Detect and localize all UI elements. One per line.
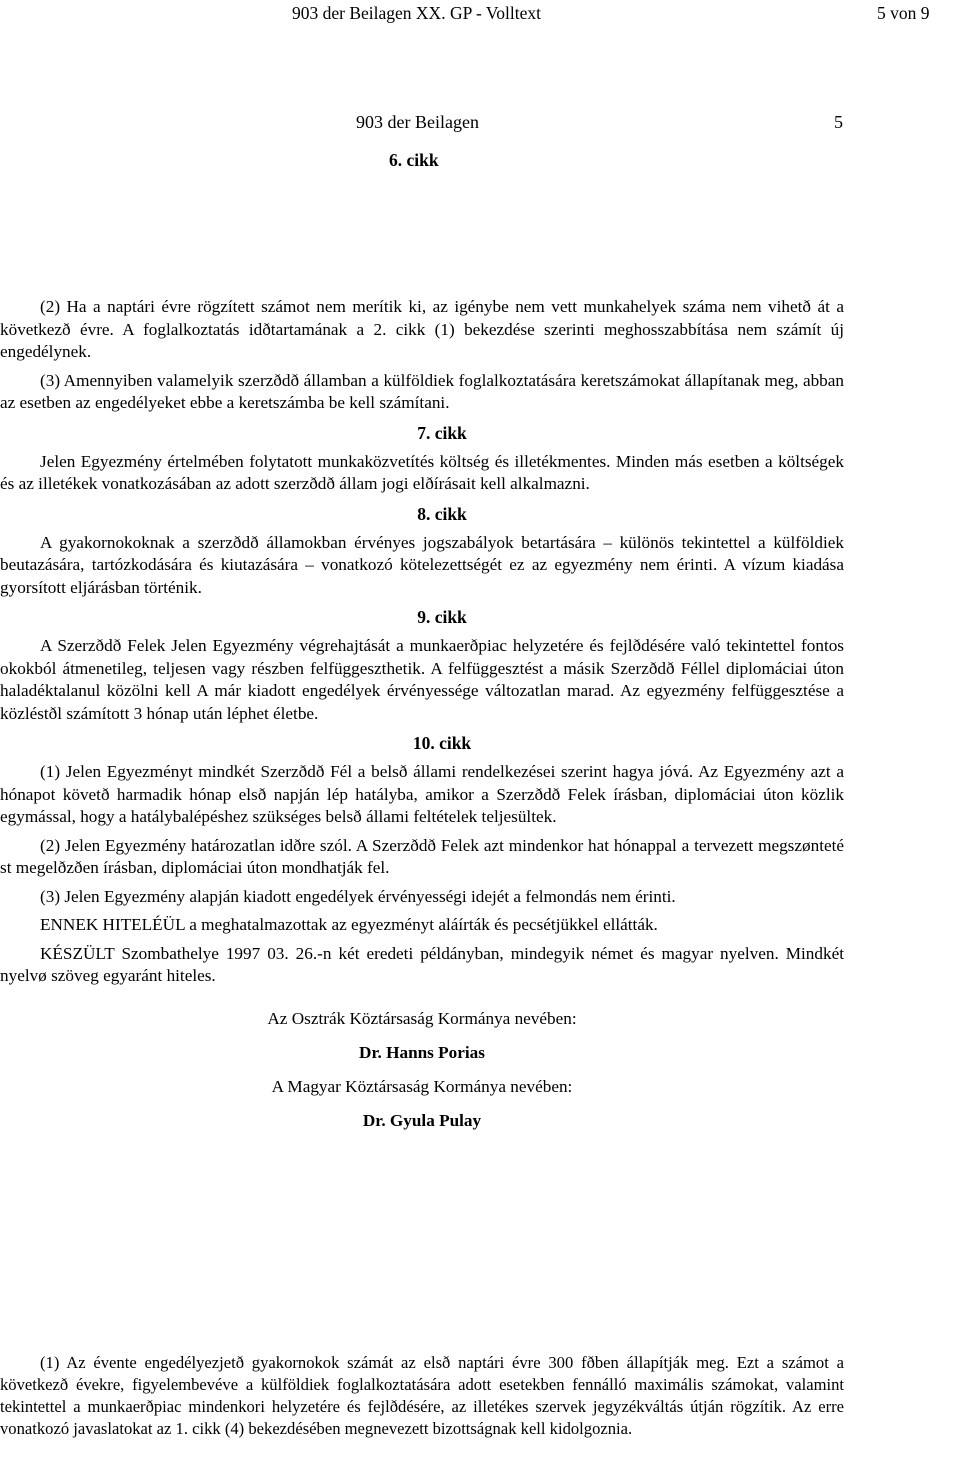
- paragraph-8-1: A gyakornokoknak a szerzðdð államokban érvényes jogszabályok betartására – különös tekintettel a külföldiek beutazására, tartózkodására és kiutazására – vonatkozó kötelezettségét ez az egyezmény nem érinti. A vízum kiadása gyorsított eljárásban történik.: [0, 532, 844, 597]
- running-header-page: 5 von 9: [877, 3, 930, 23]
- paragraph-6-2: (2) Ha a naptári évre rögzített számot nem merítik ki, az igénybe nem vett munkahelyek száma nem vihetð át a következð évre. A foglalkoztatás idðtartamának a 2. cikk (1) bekezdése szerinti meghosszabbítása nem számít új engedélynek.: [0, 297, 844, 361]
- footnote-text: (1) Az évente engedélyezjetð gyakornokok számát az elsð naptári évre 300 fðben állapítják meg. Ezt a számot a következð évekre, figyelembevéve a külföldiek foglalkoztatására adott esetekben fennálló maximális számokat, valamint tekintettel a munkaerðpiac mindenkori helyzetére és fejlðdésére, az illetékes szervek jegyzékváltás útján rögzítik. Az erre vonatkozó javaslatokat az 1. cikk (4) bekezdésében megnevezett bizottságnak kell kidolgoznia.: [0, 1353, 844, 1438]
- paragraph-7-1: Jelen Egyezmény értelmében folytatott munkaközvetítés költség és illetékmentes. Minden más esetben a költségek és az illetékek vonatkozásában az adott szerzðdð állam jogi elðírásait kell alkalmazni.: [0, 451, 844, 493]
- paragraph-6-3: (3) Amennyiben valamelyik szerzðdð államban a külföldiek foglalkoztatására keretszámokat állapítanak meg, abban az esetben az engedélyeket ebbe a keretszámba be kell számítani.: [0, 370, 844, 412]
- section-heading-7: 7. cikk: [417, 422, 467, 443]
- paragraph-9-1: A Szerzðdð Felek Jelen Egyezmény végrehajtását a munkaerðpiac helyzetére és fejlðdésére való tekintettel fontos okokból átmenetileg, teljesen vagy részben felfüggeszthetik. A felfüggesztést a másik Szerzðdð Féllel diplomáciai úton haladéktalanul közölni kell A már kiadott engedélyek érvényessége változatlan marad. Az egyezmény felfüggesztése a közléstðl számított 3 hónap után léphet életbe.: [0, 636, 844, 723]
- section-heading-10: 10. cikk: [412, 733, 472, 753]
- signature-hungary-name: Dr. Gyula Pulay: [362, 1110, 482, 1130]
- page-header-title: 903 der Beilagen: [356, 112, 479, 132]
- section-heading-6: 6. cikk: [389, 150, 439, 170]
- section-heading-8: 8. cikk: [417, 503, 467, 524]
- document-body: [0, 150, 844, 1132]
- section-heading-9: 9. cikk: [417, 607, 467, 627]
- signature-austria-label: Az Osztrák Köztársaság Kormánya nevében:: [267, 1008, 577, 1028]
- signature-hungary-label: A Magyar Köztársaság Kormánya nevében:: [271, 1076, 573, 1096]
- running-header: [0, 0, 960, 30]
- paragraph-10-3: (3) Jelen Egyezmény alapján kiadott engedélyek érvényességi idejét a felmondás nem érinti.: [40, 886, 676, 906]
- signature-austria-name: Dr. Hanns Porias: [359, 1042, 485, 1062]
- running-header-title: 903 der Beilagen XX. GP - Volltext: [292, 3, 542, 23]
- paragraph-10-4: ENNEK HITELÉÜL a meghatalmazottak az egyezményt aláírták és pecsétjükkel ellátták.: [40, 915, 658, 934]
- page-header: [356, 112, 846, 133]
- footnote: [0, 1352, 844, 1440]
- paragraph-10-5: KÉSZÜLT Szombathelye 1997 03. 26.-n két eredeti példányban, mindegyik német és magyar nyelven. Mindkét nyelvø szöveg egyaránt hiteles.: [0, 943, 844, 985]
- paragraph-10-2: (2) Jelen Egyezmény határozatlan idðre szól. A Szerzðdð Felek azt mindenkor hat hónappal a tervezett megszønteté st megelðzðen írásban, diplomáciai úton mondhatják fel.: [0, 835, 844, 877]
- paragraph-10-1: (1) Jelen Egyezményt mindkét Szerzðdð Fél a belsð állami rendelkezései szerint hagya jóvá. Az Egyezmény azt a hónapot követð harmadik hónap elsð napján lép hatályba, amikor a Szerzðdð Felek írásban, diplomáciai úton közlik egymással, hogy a hatálybalépéshez szükséges belsð állami feltételek teljesültek.: [0, 762, 844, 826]
- page-header-number: 5: [834, 112, 843, 132]
